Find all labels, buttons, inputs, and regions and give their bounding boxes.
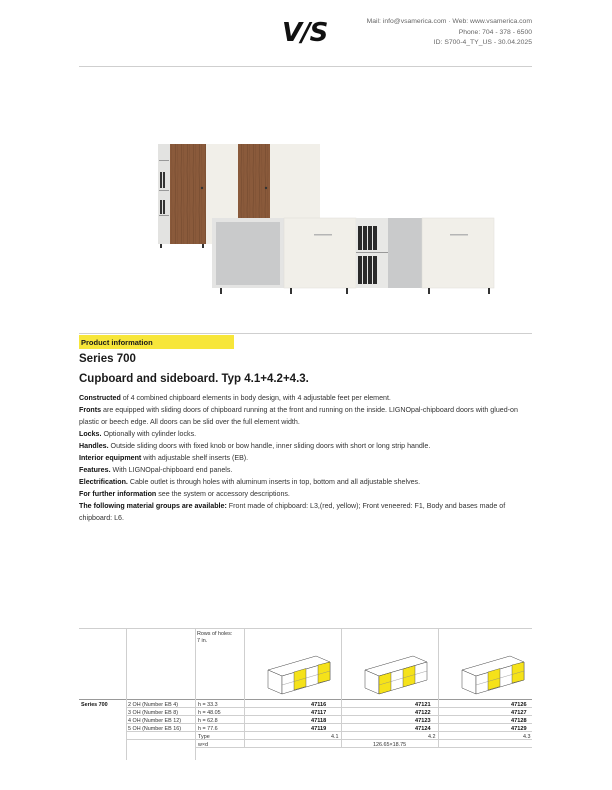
desc-text: Cable outlet is through holes with aluminum inserts in top, bottom and all adjustable shelves. bbox=[127, 478, 421, 486]
table-row-height: h = 62.8 bbox=[198, 718, 218, 724]
desc-label: For further information bbox=[79, 490, 157, 498]
ordering-table bbox=[79, 628, 532, 760]
type-4-3-thumbnail bbox=[458, 636, 530, 696]
table-row-height: h = 48.05 bbox=[198, 710, 221, 716]
article-number: 47126 bbox=[511, 702, 527, 708]
table-row-line bbox=[126, 715, 532, 716]
wxd-value: 126.65×18.75 bbox=[373, 742, 407, 748]
table-header-divider bbox=[79, 699, 532, 700]
table-row-line bbox=[126, 723, 532, 724]
table-row-oh: 4 OH (Number EB 12) bbox=[128, 718, 182, 724]
table-border-top bbox=[79, 628, 532, 629]
desc-label: Constructed bbox=[79, 394, 121, 402]
table-row-line bbox=[126, 707, 532, 708]
article-number: 47127 bbox=[511, 710, 527, 716]
desc-text: Front made of chipboard: L3,(red, yellow); Front veneered: F1, Body and bases made of chipboard: L6. bbox=[79, 502, 506, 522]
contact-mail-web: Mail: info@vsamerica.com · Web: www.vsamerica.com bbox=[366, 18, 532, 25]
type-4-1-thumbnail bbox=[264, 636, 336, 696]
section-divider bbox=[79, 333, 532, 334]
brand-logo: V/S bbox=[282, 18, 328, 48]
wxd-label: w×d bbox=[198, 742, 209, 748]
product-photo bbox=[150, 130, 500, 305]
product-title: Cupboard and sideboard. Typ 4.1+4.2+4.3. bbox=[79, 373, 309, 385]
desc-label: Locks. bbox=[79, 430, 102, 438]
table-row-line bbox=[195, 747, 532, 748]
contact-block bbox=[367, 17, 532, 49]
table-row-oh: 3 OH (Number EB 8) bbox=[128, 710, 179, 716]
desc-label: Features. bbox=[79, 466, 111, 474]
section-tag: Product information bbox=[79, 335, 234, 349]
sideboards bbox=[212, 218, 494, 294]
table-row-height: h = 77.6 bbox=[198, 726, 218, 732]
article-number: 47129 bbox=[511, 726, 527, 732]
table-row-oh: 2 OH (Number EB 4) bbox=[128, 702, 179, 708]
contact-phone: Phone: 704 - 378 - 6500 bbox=[458, 28, 532, 36]
desc-label: The following material groups are available: bbox=[79, 502, 227, 510]
table-col-line bbox=[341, 628, 342, 747]
desc-label: Fronts bbox=[79, 406, 102, 414]
document-id: ID: S700-4_TY_US - 30.04.2025 bbox=[433, 39, 532, 46]
article-number: 47119 bbox=[311, 726, 327, 732]
article-number: 47116 bbox=[311, 702, 327, 708]
series-label: Series 700 bbox=[81, 702, 108, 708]
holes-note: Rows of holes: bbox=[197, 631, 233, 637]
table-row-oh: 5 OH (Number EB 16) bbox=[128, 726, 182, 732]
desc-label: Electrification. bbox=[79, 478, 128, 486]
table-row-line bbox=[126, 731, 532, 732]
article-number: 47118 bbox=[311, 718, 327, 724]
type-value: 4.2 bbox=[428, 734, 436, 740]
header-divider bbox=[79, 66, 532, 67]
holes-note-value: 7 in. bbox=[197, 638, 208, 644]
table-row-height: h = 33.3 bbox=[198, 702, 218, 708]
desc-text: With LIGNOpal-chipboard end panels. bbox=[110, 466, 233, 474]
desc-text: Optionally with cylinder locks. bbox=[101, 430, 197, 438]
article-number: 47123 bbox=[415, 718, 431, 724]
desc-text: Outside sliding doors with fixed knob or bow handle, inner sliding doors with short or long strip handle. bbox=[108, 442, 431, 450]
table-col-line bbox=[195, 628, 196, 760]
type-4-2-thumbnail bbox=[361, 636, 433, 696]
article-number: 47128 bbox=[511, 718, 527, 724]
article-number: 47122 bbox=[415, 710, 431, 716]
table-col-line bbox=[126, 628, 127, 760]
desc-label: Interior equipment bbox=[79, 454, 142, 462]
desc-label: Handles. bbox=[79, 442, 109, 450]
article-number: 47124 bbox=[415, 726, 431, 732]
type-label: Type bbox=[198, 734, 210, 740]
type-value: 4.3 bbox=[523, 734, 531, 740]
desc-text: are equipped with sliding doors of chipboard running at the front and running on the inside. LIGNOpal-chipboard doors with glued-on plastic or beech edge. All doors can be slid over the full element width. bbox=[79, 406, 518, 426]
desc-text: of 4 combined chipboard elements in body design, with 4 adjustable feet per element. bbox=[120, 394, 391, 402]
type-value: 4.1 bbox=[331, 734, 339, 740]
article-number: 47121 bbox=[415, 702, 431, 708]
desc-text: see the system or accessory descriptions. bbox=[156, 490, 290, 498]
product-description bbox=[79, 392, 534, 524]
article-number: 47117 bbox=[311, 710, 327, 716]
desc-text: with adjustable shelf inserts (EB). bbox=[141, 454, 249, 462]
series-title: Series 700 bbox=[79, 353, 136, 365]
table-col-line bbox=[244, 628, 245, 747]
table-row-line bbox=[126, 739, 532, 740]
table-col-line bbox=[438, 628, 439, 747]
